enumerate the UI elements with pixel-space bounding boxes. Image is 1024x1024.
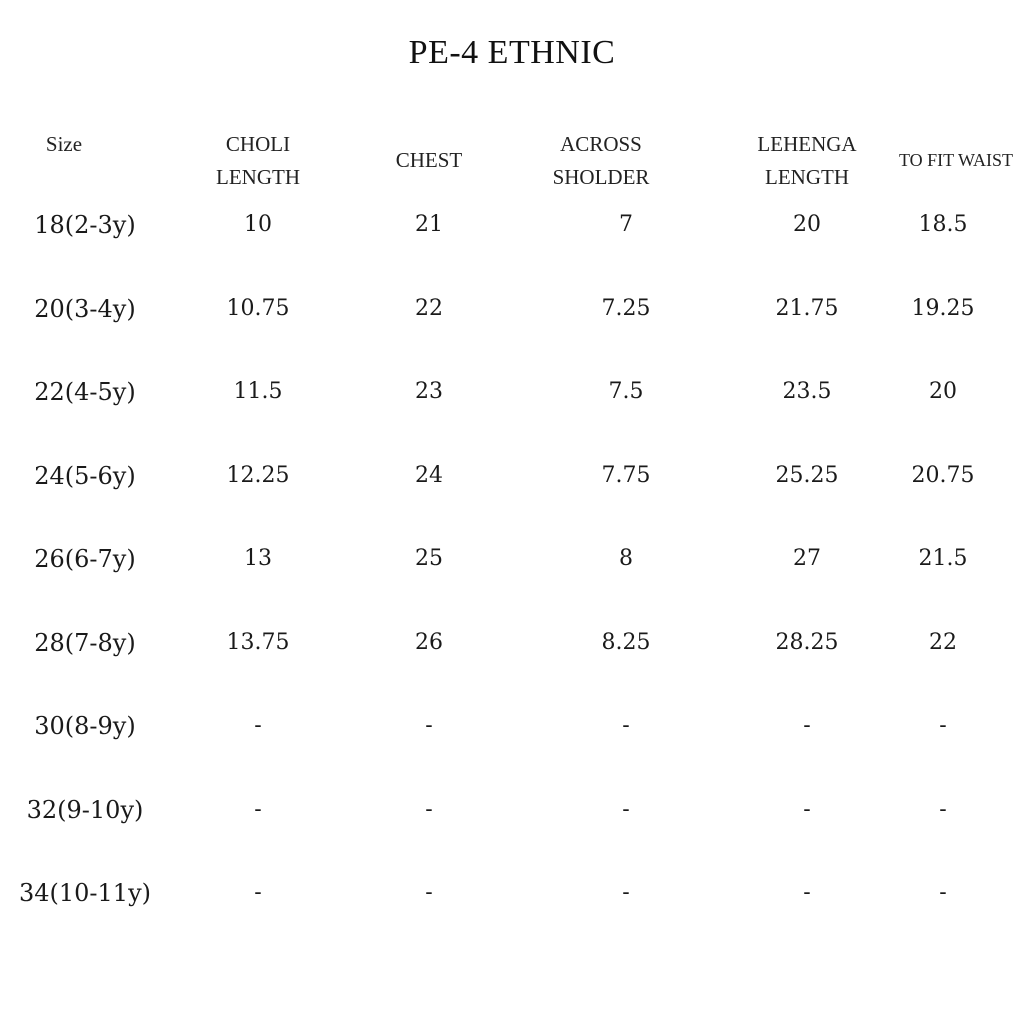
to-fit-waist-cell: 20 xyxy=(929,379,957,404)
table-row xyxy=(0,456,1024,496)
across-sholder-cell: - xyxy=(622,797,630,822)
chest-cell: 25 xyxy=(415,546,443,571)
choli-length-cell: 13.75 xyxy=(226,630,290,655)
table-row xyxy=(0,790,1024,830)
size-cell: 32(9-10y) xyxy=(26,796,144,824)
chest-cell: 26 xyxy=(415,630,443,655)
choli-length-cell: - xyxy=(254,713,262,738)
lehenga-length-cell: - xyxy=(803,880,811,905)
lehenga-length-cell: 20 xyxy=(793,212,821,237)
header-to-fit-waist: TO FIT WAIST xyxy=(898,150,1013,170)
to-fit-waist-cell: - xyxy=(939,713,947,738)
choli-length-cell: 11.5 xyxy=(233,379,283,404)
choli-length-cell: 10.75 xyxy=(226,296,290,321)
size-cell: 20(3-4y) xyxy=(34,295,136,323)
size-cell: 28(7-8y) xyxy=(34,629,136,657)
across-sholder-cell: 7.75 xyxy=(601,463,651,488)
header-chest: CHEST xyxy=(395,148,463,172)
size-cell: 24(5-6y) xyxy=(34,462,136,490)
header-across-sholder-line1: ACROSS xyxy=(560,132,642,156)
to-fit-waist-cell: 22 xyxy=(929,630,957,655)
header-lehenga-length xyxy=(742,128,872,194)
choli-length-cell: 13 xyxy=(244,546,272,571)
to-fit-waist-cell: - xyxy=(939,880,947,905)
choli-length-cell: 10 xyxy=(244,212,272,237)
size-cell: 22(4-5y) xyxy=(34,378,136,406)
across-sholder-cell: 8 xyxy=(619,546,633,571)
choli-length-cell: - xyxy=(254,797,262,822)
header-across-sholder xyxy=(536,128,666,194)
header-choli-length-line1: CHOLI xyxy=(225,132,291,156)
across-sholder-cell: 8.25 xyxy=(601,630,651,655)
choli-length-cell: 12.25 xyxy=(226,463,290,488)
size-cell: 34(10-11y) xyxy=(18,879,151,907)
header-across-sholder-line2: SHOLDER xyxy=(552,165,650,189)
header-choli-length-line2: LENGTH xyxy=(216,165,300,189)
lehenga-length-cell: 21.75 xyxy=(775,296,839,321)
header-lehenga-length-line1: LEHENGA xyxy=(757,132,857,156)
chest-cell: 23 xyxy=(415,379,443,404)
lehenga-length-cell: - xyxy=(803,797,811,822)
chest-cell: 22 xyxy=(415,296,443,321)
table-row xyxy=(0,539,1024,579)
lehenga-length-cell: 28.25 xyxy=(775,630,839,655)
across-sholder-cell: 7.5 xyxy=(608,379,644,404)
chest-cell: - xyxy=(425,797,433,822)
table-row xyxy=(0,205,1024,245)
lehenga-length-cell: - xyxy=(803,713,811,738)
size-cell: 18(2-3y) xyxy=(34,211,136,239)
header-lehenga-length-line2: LENGTH xyxy=(765,165,849,189)
page-title: PE-4 ETHNIC xyxy=(408,34,616,71)
size-cell: 30(8-9y) xyxy=(34,712,136,740)
table-row xyxy=(0,623,1024,663)
to-fit-waist-cell: 20.75 xyxy=(911,463,975,488)
lehenga-length-cell: 23.5 xyxy=(782,379,832,404)
chest-cell: 21 xyxy=(415,212,443,237)
across-sholder-cell: 7 xyxy=(619,212,633,237)
chest-cell: - xyxy=(425,713,433,738)
to-fit-waist-cell: 18.5 xyxy=(918,212,968,237)
chest-cell: 24 xyxy=(415,463,443,488)
lehenga-length-cell: 27 xyxy=(793,546,821,571)
header-size: Size xyxy=(45,132,83,156)
table-row xyxy=(0,873,1024,913)
to-fit-waist-cell: - xyxy=(939,797,947,822)
across-sholder-cell: 7.25 xyxy=(601,296,651,321)
table-row xyxy=(0,372,1024,412)
to-fit-waist-cell: 21.5 xyxy=(918,546,968,571)
size-cell: 26(6-7y) xyxy=(34,545,136,573)
to-fit-waist-cell: 19.25 xyxy=(911,296,975,321)
table-row xyxy=(0,706,1024,746)
chest-cell: - xyxy=(425,880,433,905)
lehenga-length-cell: 25.25 xyxy=(775,463,839,488)
choli-length-cell: - xyxy=(254,880,262,905)
across-sholder-cell: - xyxy=(622,880,630,905)
table-row xyxy=(0,289,1024,329)
across-sholder-cell: - xyxy=(622,713,630,738)
header-choli-length xyxy=(198,128,318,194)
